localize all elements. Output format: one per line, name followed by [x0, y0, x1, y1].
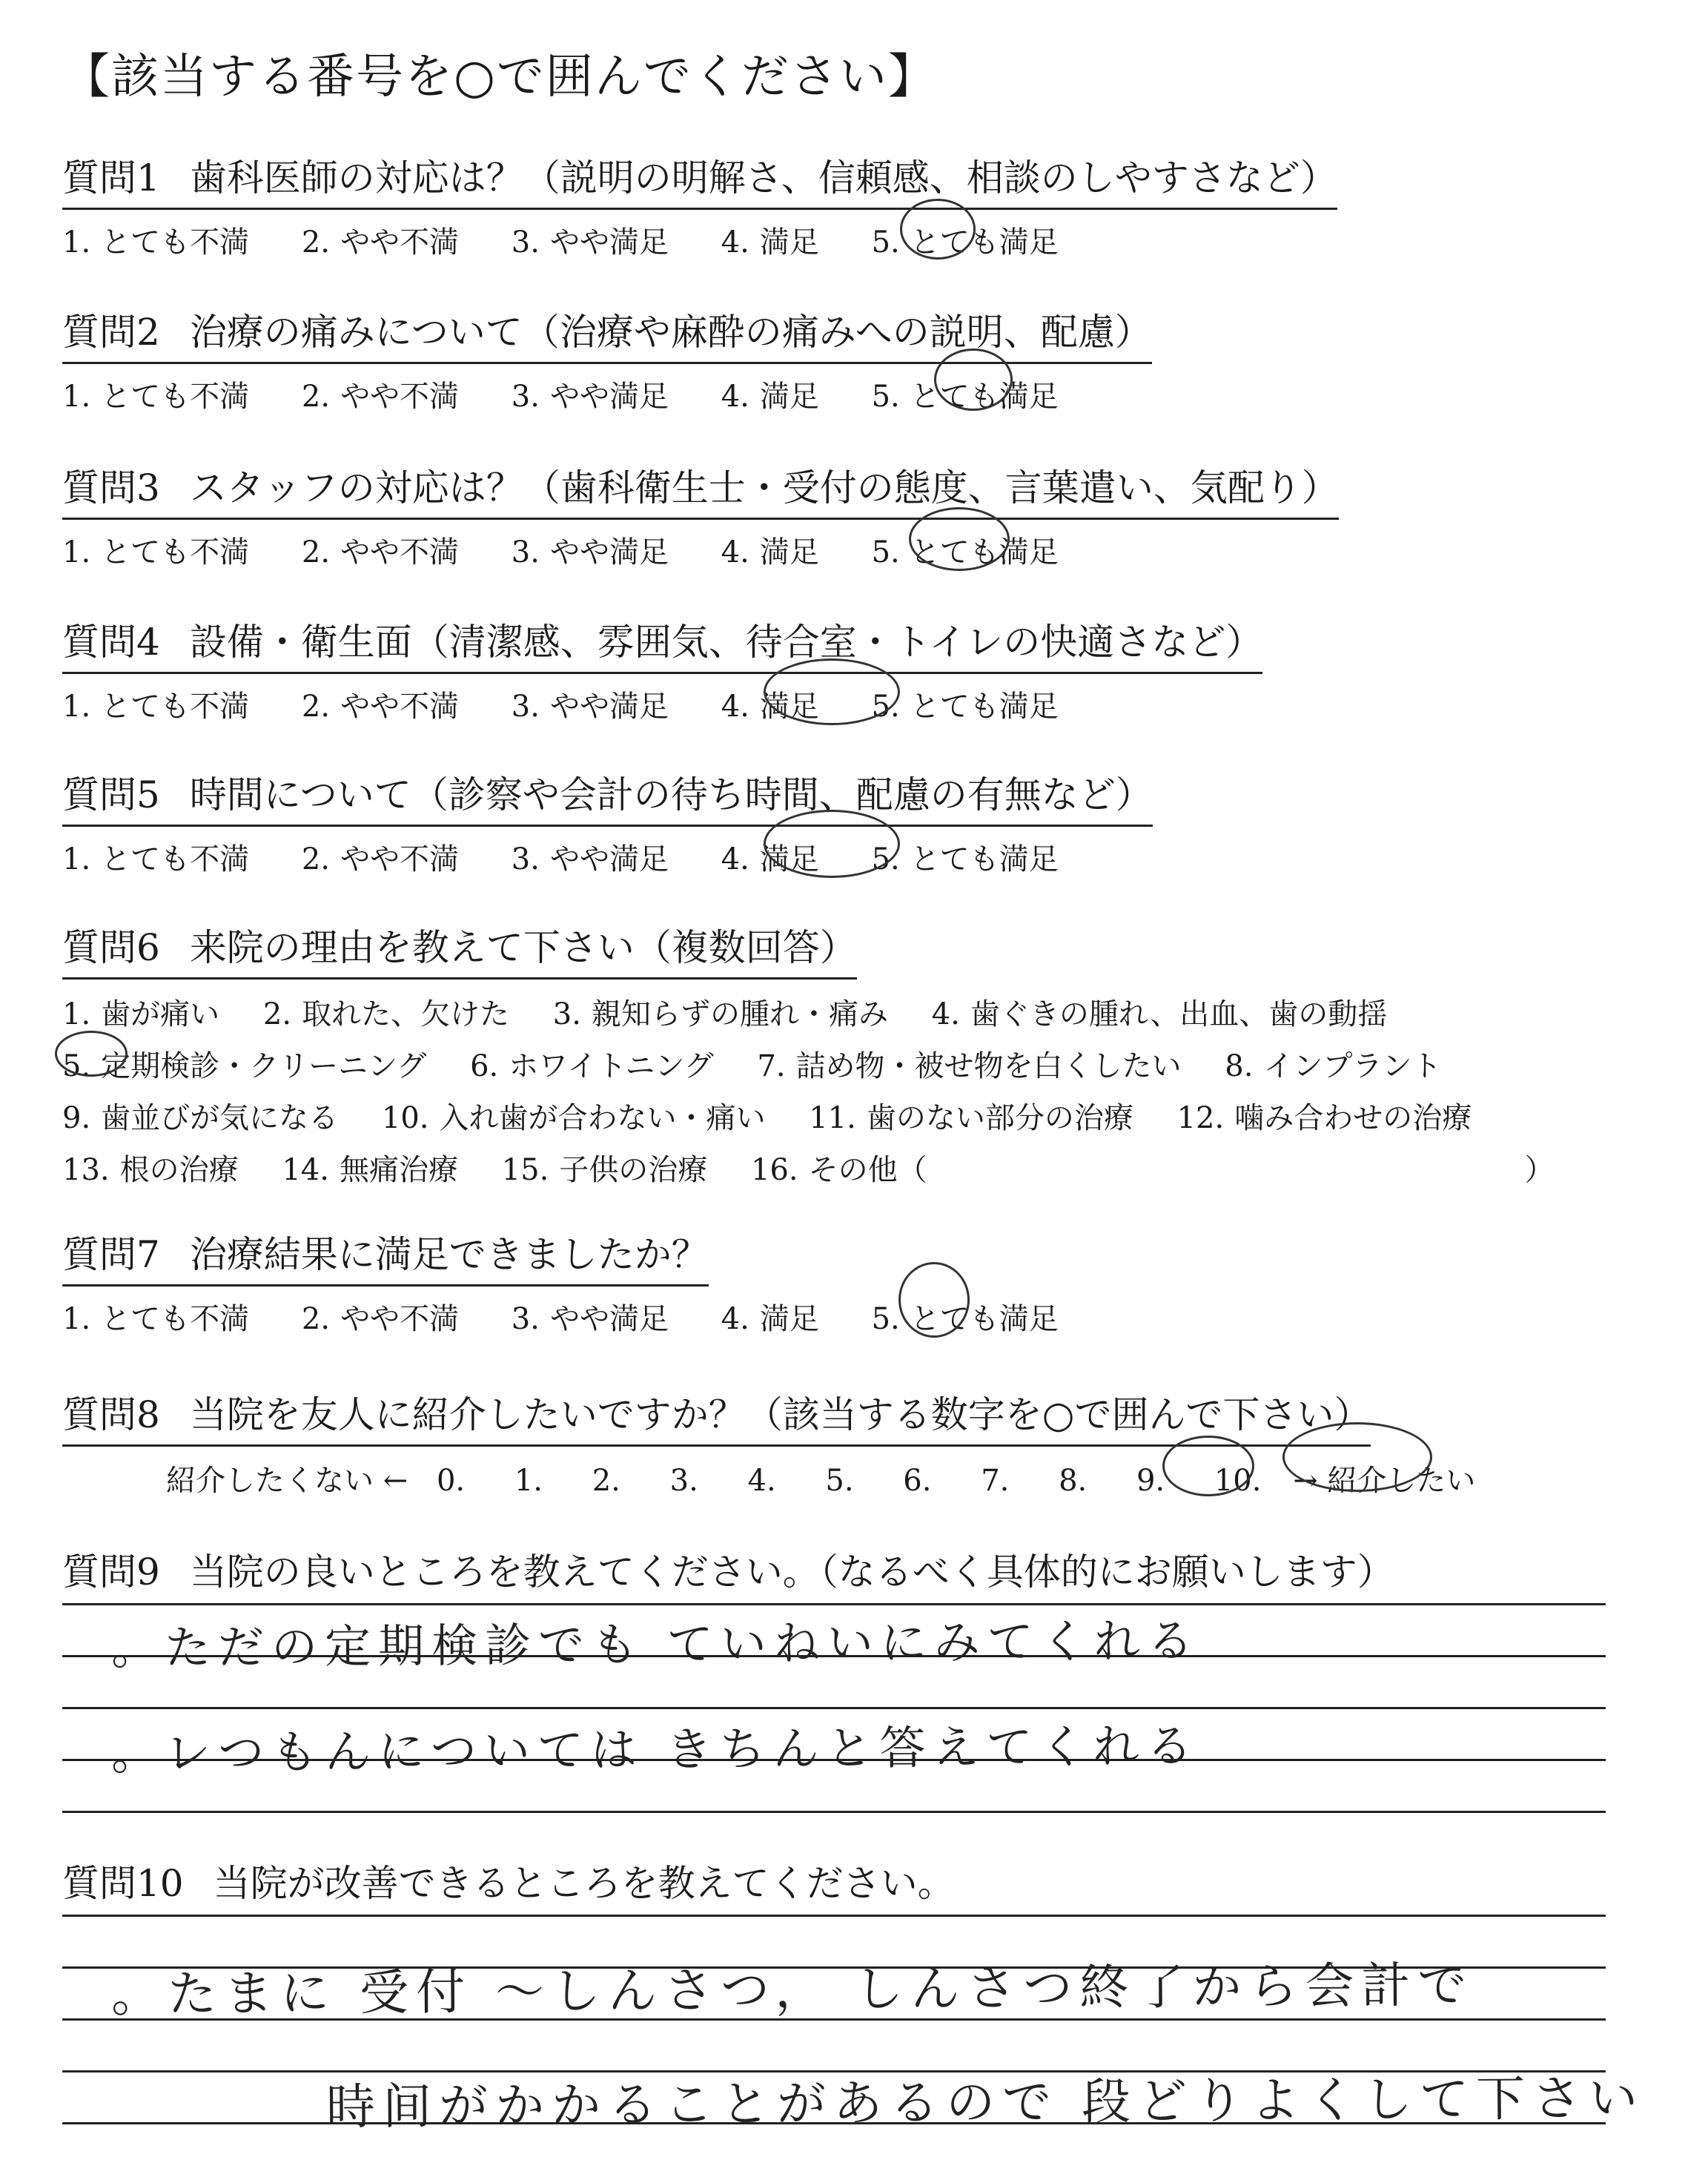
- option-3[interactable]: 3. やや満足: [511, 380, 669, 414]
- reason-option[interactable]: 7. 詰め物・被せ物を白くしたい: [757, 1049, 1182, 1083]
- option-1[interactable]: 1. とても不満: [62, 690, 250, 724]
- option-2[interactable]: 2. やや不満: [301, 535, 460, 569]
- question-number: 質問7: [62, 1233, 160, 1276]
- page-title: 【該当する番号を○で囲んでください】: [62, 50, 937, 105]
- option-2[interactable]: 2. やや不満: [301, 690, 460, 724]
- handwritten-answer-q10-1: 。たまに 受付 ～しんさつ， しんさつ終了から会計で: [110, 1956, 1474, 2024]
- option-1[interactable]: 1. とても不満: [62, 380, 250, 414]
- scale-option[interactable]: 7.: [981, 1464, 1010, 1498]
- question-9: [62, 1542, 1394, 1602]
- answer-circle-q6: [55, 1031, 128, 1077]
- handwritten-answer-q9-1: 。ただの定期検診でも ていねいにみてくれる: [110, 1613, 1201, 1676]
- reason-option[interactable]: 4. 歯ぐきの腫れ、出血、歯の動揺: [931, 997, 1388, 1031]
- reason-option-other[interactable]: 16. その他（: [751, 1153, 927, 1187]
- question-number: 質問10: [62, 1862, 184, 1905]
- question-number: 質問1: [62, 156, 160, 199]
- option-3[interactable]: 3. やや満足: [511, 1302, 669, 1336]
- option-4[interactable]: 4. 満足: [721, 1302, 819, 1336]
- option-1[interactable]: 1. とても不満: [62, 842, 250, 876]
- question-text: 歯科医師の対応は？（説明の明解さ、信頼感、相談のしやすさなど）: [189, 156, 1337, 199]
- scale-option[interactable]: 5.: [825, 1464, 854, 1498]
- scale-option[interactable]: 4.: [747, 1464, 776, 1498]
- option-4[interactable]: 4. 満足: [721, 690, 819, 724]
- recommend-scale: [166, 1457, 1475, 1499]
- question-text: スタッフの対応は？（歯科衛生士・受付の態度、言葉遣い、気配り）: [189, 466, 1339, 509]
- answer-options: [62, 683, 1262, 725]
- question-5: [62, 765, 1153, 878]
- scale-option[interactable]: 10.: [1214, 1464, 1262, 1498]
- question-text: 当院が改善できるところを教えてください。: [213, 1862, 955, 1905]
- option-1[interactable]: 1. とても不満: [62, 1302, 250, 1336]
- question-number: 質問8: [62, 1393, 160, 1436]
- question-number: 質問2: [62, 311, 160, 354]
- answer-line: [62, 1915, 1606, 1917]
- answer-circle-q8-label: [1282, 1422, 1432, 1492]
- handwritten-answer-q10-2: 時间がかかることがあるので 段どりよくして下さい: [325, 2069, 1646, 2136]
- question-4: [62, 612, 1262, 725]
- reason-option[interactable]: 11. 歯のない部分の治療: [809, 1101, 1133, 1135]
- answer-line: [62, 1811, 1606, 1813]
- reason-option[interactable]: 2. 取れた、欠けた: [262, 997, 510, 1031]
- reason-option[interactable]: 6. ホワイトニング: [470, 1049, 714, 1083]
- option-3[interactable]: 3. やや満足: [511, 842, 669, 876]
- answer-circle-q7: [898, 1262, 970, 1338]
- handwritten-answer-q9-2: 。レつもんについては きちんと答えてくれる: [110, 1718, 1200, 1781]
- question-number: 質問9: [62, 1550, 160, 1593]
- option-2[interactable]: 2. やや不満: [301, 380, 460, 414]
- scale-option[interactable]: 2.: [592, 1464, 620, 1498]
- option-5[interactable]: 5. とても満足: [871, 535, 1059, 569]
- question-number: 質問5: [62, 773, 160, 816]
- question-text: 当院の良いところを教えてください。（なるべく具体的にお願いします）: [189, 1550, 1394, 1593]
- option-3[interactable]: 3. やや満足: [511, 690, 669, 724]
- question-8: [62, 1385, 1475, 1499]
- option-4[interactable]: 4. 満足: [721, 380, 819, 414]
- answer-line: [62, 1707, 1606, 1709]
- answer-circle-q2: [934, 349, 1013, 411]
- option-5[interactable]: 5. とても満足: [871, 690, 1059, 724]
- question-text: 治療結果に満足できましたか？: [189, 1233, 709, 1276]
- option-4[interactable]: 4. 満足: [721, 842, 819, 876]
- reason-option[interactable]: 12. 噛み合わせの治療: [1176, 1101, 1472, 1135]
- answer-options: [62, 529, 1339, 571]
- reason-option[interactable]: 15. 子供の治療: [501, 1153, 708, 1187]
- question-text: 当院を友人に紹介したいですか？（該当する数字を○で囲んで下さい）: [189, 1393, 1371, 1436]
- reason-options: [62, 988, 1555, 1196]
- scale-option[interactable]: 6.: [903, 1464, 932, 1498]
- scale-option[interactable]: 0.: [436, 1464, 466, 1498]
- reason-option[interactable]: 1. 歯が痛い: [62, 997, 220, 1031]
- option-4[interactable]: 4. 満足: [721, 535, 819, 569]
- option-3[interactable]: 3. やや満足: [511, 225, 669, 260]
- option-2[interactable]: 2. やや不満: [301, 842, 460, 876]
- scale-option[interactable]: 8.: [1059, 1464, 1088, 1498]
- question-text: 設備・衛生面（清潔感、雰囲気、待合室・トイレの快適さなど）: [189, 621, 1263, 664]
- answer-circle-q3: [909, 507, 1010, 571]
- reason-option[interactable]: 3. 親知らずの腫れ・痛み: [552, 997, 888, 1031]
- answer-options: [62, 836, 1153, 878]
- answer-options: [62, 219, 1337, 261]
- answer-circle-q1: [900, 199, 976, 260]
- reason-option[interactable]: 10. 入れ歯が合わない・痛い: [381, 1101, 766, 1135]
- reason-option[interactable]: 5. 定期検診・クリーニング: [62, 1049, 427, 1083]
- question-6: [62, 918, 1555, 1196]
- option-3[interactable]: 3. やや満足: [511, 535, 669, 569]
- scale-left-label: 紹介したくない ←: [166, 1464, 408, 1498]
- other-paren-close: ）: [1524, 1153, 1555, 1187]
- answer-circle-q8: [1162, 1436, 1254, 1496]
- scale-option[interactable]: 1.: [514, 1464, 543, 1498]
- option-1[interactable]: 1. とても不満: [62, 535, 250, 569]
- option-5[interactable]: 5. とても満足: [871, 380, 1059, 414]
- scale-right-label: → 紹介したい: [1293, 1464, 1476, 1498]
- question-number: 質問4: [62, 621, 160, 664]
- scale-option[interactable]: 3.: [669, 1464, 698, 1498]
- reason-option[interactable]: 9. 歯並びが気になる: [62, 1101, 339, 1135]
- question-number: 質問3: [62, 466, 160, 509]
- answer-line: [62, 1603, 1606, 1605]
- option-5[interactable]: 5. とても満足: [871, 1302, 1059, 1336]
- option-5[interactable]: 5. とても満足: [871, 225, 1059, 260]
- reason-option[interactable]: 13. 根の治療: [62, 1153, 239, 1187]
- question-text: 治療の痛みについて（治療や麻酔の痛みへの説明、配慮）: [189, 311, 1152, 354]
- question-10: [62, 1854, 955, 1913]
- option-2[interactable]: 2. やや不満: [301, 225, 460, 260]
- option-2[interactable]: 2. やや不満: [301, 1302, 460, 1336]
- scale-option[interactable]: 9.: [1136, 1464, 1165, 1498]
- reason-option[interactable]: 14. 無痛治療: [282, 1153, 458, 1187]
- question-text: 時間について（診察や会計の待ち時間、配慮の有無など）: [189, 773, 1153, 816]
- question-number: 質問6: [62, 926, 160, 969]
- option-1[interactable]: 1. とても不満: [62, 225, 250, 260]
- option-4[interactable]: 4. 満足: [721, 225, 819, 260]
- option-5[interactable]: 5. とても満足: [871, 842, 1059, 876]
- question-text: 来院の理由を教えて下さい（複数回答）: [189, 926, 857, 969]
- question-3: [62, 458, 1339, 571]
- answer-circle-q4: [764, 658, 900, 725]
- answer-circle-q5: [764, 810, 900, 878]
- question-1: [62, 148, 1337, 261]
- reason-option[interactable]: 8. インプラント: [1225, 1049, 1442, 1083]
